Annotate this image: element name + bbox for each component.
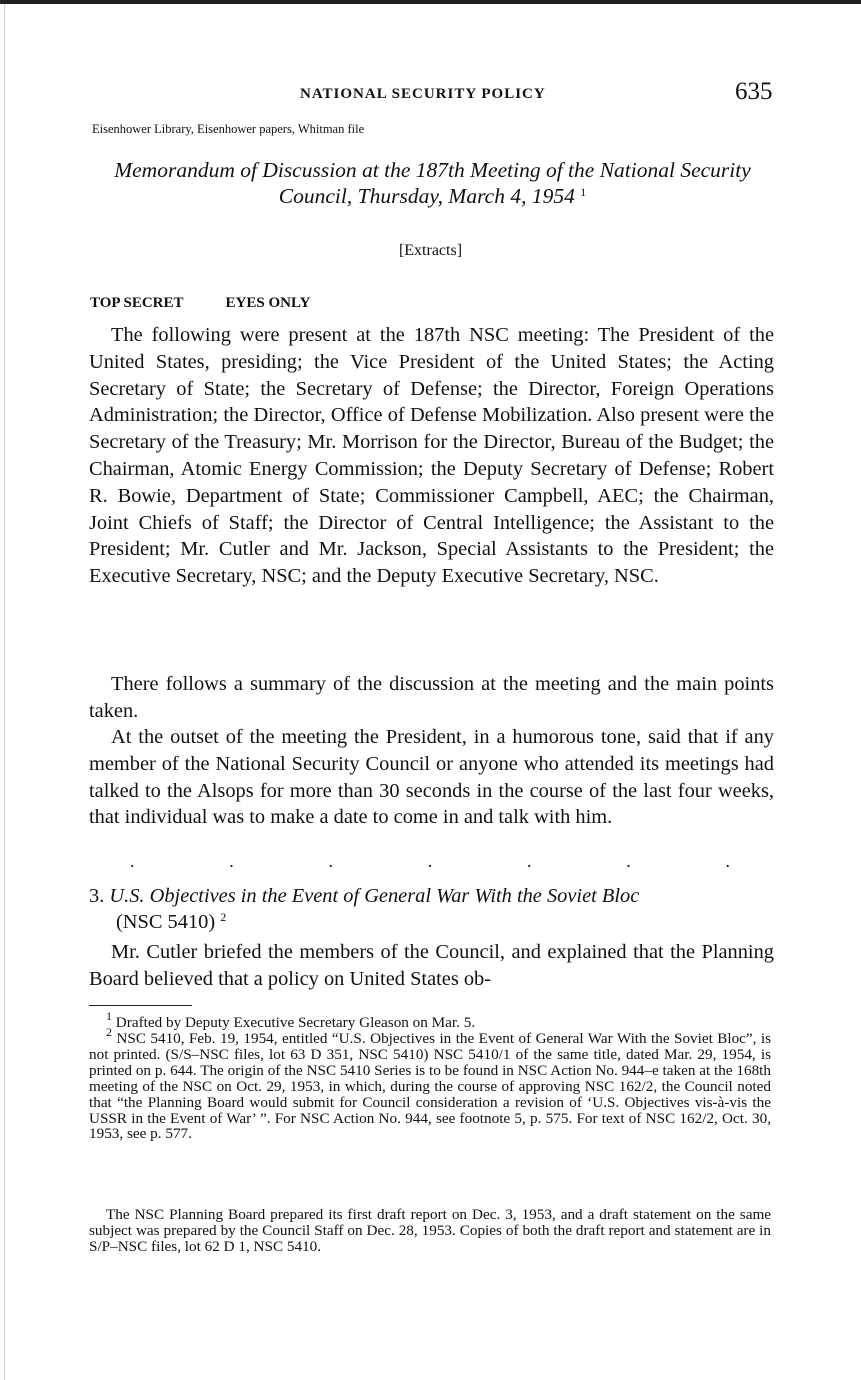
section-heading <box>89 883 774 935</box>
footnote-2-text: NSC 5410, Feb. 19, 1954, entitled “U.S. Objectives in the Event of General War With the Soviet Bloc”, is not printed. (S/S–NSC files, lot 63 D 351, NSC 5410) NSC 5410/1 of the same title, dated Mar. 29, 1954, is printed on p. 644. The origin of the NSC 5410 Series is to be found in NSC Action No. 944–e taken at the 168th meeting of the NSC on Oct. 29, 1953, in which, during the course of approving NSC 162/2, the Council noted that “the Planning Board would submit for Council consideration a revision of ‘U.S. Objectives vis-à-vis the USSR in the Event of War’ ”. For NSC Action No. 944, see footnote 5, p. 575. For text of NSC 162/2, Oct. 30, 1953, see p. 577. <box>89 1030 772 1143</box>
section-footnote-marker[interactable]: 2 <box>220 910 227 924</box>
page-left-edge <box>4 4 5 1380</box>
footnote-2-continuation-text: The NSC Planning Board prepared its first draft report on Dec. 3, 1953, and a draft statement on the same subject was prepared by the Council Staff on Dec. 28, 1953. Copies of both the draft report and statement are in S/P–NSC files, lot 62 D 1, NSC 5410. <box>89 1206 771 1255</box>
footnote-1-text: Drafted by Deputy Executive Secretary Gleason on Mar. 5. <box>115 1014 476 1031</box>
page-top-border <box>0 0 861 4</box>
ellipsis-dot: . <box>229 851 234 871</box>
classification-level: TOP SECRET <box>90 295 184 311</box>
section-number: 3. <box>89 885 105 907</box>
ellipsis-dot: . <box>725 851 730 871</box>
footnote-1 <box>89 1009 771 1031</box>
extracts-label: [Extracts] <box>398 242 463 259</box>
ellipsis-dot: . <box>427 851 433 871</box>
running-head: NATIONAL SECURITY POLICY <box>300 86 546 102</box>
ellipsis-dot: . <box>328 851 333 871</box>
source-citation: Eisenhower Library, Eisenhower papers, Whitman file <box>92 122 365 136</box>
paragraph-cutler-briefing: Mr. Cutler briefed the members of the Council, and explained that the Planning Board believed that a policy on United States ob- <box>89 941 774 990</box>
ellipsis-dot: . <box>130 851 135 871</box>
section-title: U.S. Objectives in the Event of General War With the Soviet Bloc <box>109 885 640 907</box>
ellipsis-dot: . <box>527 851 532 871</box>
footnote-2-continuation <box>89 1207 771 1255</box>
footnote-2-marker: 2 <box>106 1025 112 1039</box>
footnote-1-marker: 1 <box>106 1009 112 1023</box>
section-document-ref: (NSC 5410) <box>116 911 216 933</box>
ellipsis-dots <box>130 852 730 870</box>
document-title <box>90 157 775 209</box>
classification-line <box>90 295 310 312</box>
paragraph-president-remarks: At the outset of the meeting the President, in a humorous tone, said that if any member of the National Security Council or anyone who attended its meetings had talked to the Alsops for more than 30 seconds in the course of the last four weeks, that individual was to make a date to come in and talk with him. <box>89 726 774 829</box>
footnote-rule <box>89 1005 192 1006</box>
footnote-2 <box>89 1025 772 1143</box>
paragraph-summary-note: There follows a summary of the discussion at the meeting and the main points taken. <box>89 673 774 722</box>
classification-handling: EYES ONLY <box>225 295 311 311</box>
title-footnote-marker[interactable]: 1 <box>580 185 587 199</box>
page-number: 635 <box>735 78 773 105</box>
document-title-text: Memorandum of Discussion at the 187th Meeting of the National Security Council, Thursday, March 4, 1954 <box>114 158 751 208</box>
ellipsis-dot: . <box>626 851 631 871</box>
paragraph-attendees: The following were present at the 187th NSC meeting: The President of the United States, presiding; the Vice President of the United States; the Acting Secretary of State; the Secretary of Defense; the Director, Foreign Operations Administration; the Director, Office of Defense Mobilization. Also present were the Secretary of the Treasury; Mr. Morrison for the Director, Bureau of the Budget; the Chairman, Atomic Energy Commission; the Deputy Secretary of Defense; Robert R. Bowie, Department of State; Commissioner Campbell, AEC; the Chairman, Joint Chiefs of Staff; the Director of Central Intelligence; the Assistant to the President; Mr. Cutler and Mr. Jackson, Special Assistants to the President; the Executive Secretary, NSC; and the Deputy Executive Secretary, NSC. <box>89 324 774 588</box>
